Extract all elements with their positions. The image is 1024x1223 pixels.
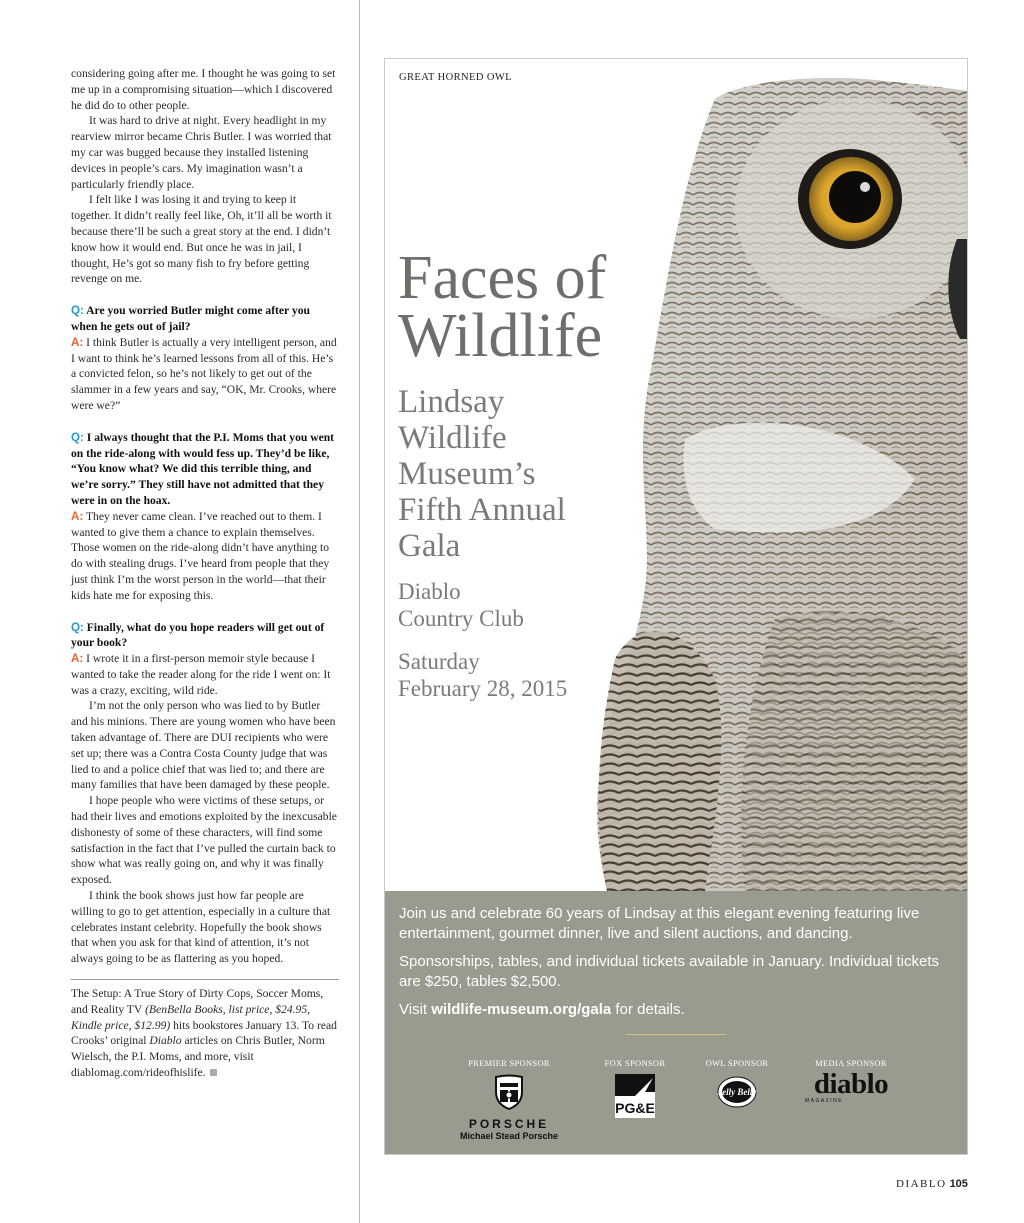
event-date: Saturday February 28, 2015 (398, 649, 568, 701)
ad-headline: Faces of Wildlife (398, 244, 607, 370)
a-label: A: (71, 652, 84, 666)
dealer-name: Michael Stead Porsche (459, 1131, 559, 1141)
website-link[interactable]: wildlife-museum.org/gala (431, 1001, 612, 1018)
sponsor-fox: FOX SPONSOR PG&E (604, 1058, 666, 1116)
folio-magazine: DIABLO (896, 1178, 947, 1190)
event-venue: Diablo Country Club (398, 579, 524, 631)
article-paragraph: I felt like I was losing it and trying to keep it together. It didn’t really feel like, Oh, it’ll all be worth it because there’ll be such a great story at the end. I didn’t know how it would end. But once he was in jail, I thought, He’s got so many fish to fry before getting revenge on me. (71, 193, 332, 286)
band-paragraph: Sponsorships, tables, and individual tickets available in January. Individual tickets are $250, tables $2,500. (399, 953, 940, 990)
gala-advertisement (384, 58, 968, 1155)
porsche-crest-icon (494, 1074, 524, 1110)
end-rule (71, 979, 339, 980)
band-paragraph: Join us and celebrate 60 years of Lindsay at this elegant evening featuring live entertainment, gourmet dinner, live and silent auctions, and dancing. (399, 905, 920, 942)
band-text (399, 904, 959, 1028)
a-label: A: (71, 509, 84, 523)
page-folio (896, 1178, 968, 1190)
q-label: Q: (71, 620, 84, 634)
pge-logo-text: PG&E (615, 1100, 655, 1116)
question: Q: Finally, what do you hope readers will get out of your book? (71, 620, 325, 650)
q-label: Q: (71, 304, 84, 318)
sponsor-media: MEDIA SPONSOR diablo MAGAZINE (805, 1058, 897, 1104)
question: Q: I always thought that the P.I. Moms that you went on the ride-along with would fess up. They’d be like, “You know what? We did this terrible thing, and we’re sorry.” They still have not admitted that they were in on the hoax. (71, 430, 335, 507)
event-name: Lindsay Wildlife Museum’s Fifth Annual Gala (398, 384, 566, 564)
q-label: Q: (71, 430, 84, 444)
jelly-belly-logo-text: Jelly Belly (717, 1087, 757, 1097)
pge-logo-icon (615, 1074, 655, 1118)
diablo-logo: diablo (813, 1068, 889, 1100)
band-visit: Visit wildlife-museum.org/gala for details. (399, 1001, 685, 1018)
band-rule (626, 1034, 726, 1035)
page-gutter-divider (359, 0, 360, 1223)
answer: A: I think Butler is actually a very intelligent person, and I want to think he’s learned lessons from all of this. He’s a convicted felon, so he’s not likely to get out of the slammer in a few years and say, “OK, Mr. Crooks, where were we?” (71, 335, 337, 412)
answer: A: They never came clean. I’ve reached out to them. I wanted to give them a chance to explain themselves. Those women on the ride-along didn’t have anything to do with stealing drugs. I’ve heard from people that they just think I’m the worst person in the world—that their kids hate me for exposing this. (71, 509, 330, 602)
article-column (71, 66, 339, 1081)
answer-paragraph: I hope people who were victims of these setups, or had their lives and emotions exploited by the inexcusable dishonesty of some of these characters, will find some satisfaction in the fact that I’ve pulled the curtain back to show what was really going on, and why it was finally exposed. (71, 794, 337, 887)
answer: A: I wrote it in a first-person memoir style because I wanted to take the reader along for the ride I went on: It was a crazy, exciting, wild ride. (71, 652, 331, 697)
diablo-logo-sub: MAGAZINE (805, 1098, 844, 1104)
owl-photo (385, 59, 967, 891)
sponsor-owl: OWL SPONSOR Jelly Belly (701, 1058, 773, 1115)
porsche-logo: PORSCHE (468, 1117, 550, 1131)
page-number: 105 (949, 1178, 968, 1190)
photo-caption: GREAT HORNED OWL (399, 72, 512, 83)
book-info: The Setup: A True Story of Dirty Cops, Soccer Moms, and Reality TV (BenBella Books, list price, $24.95, Kindle price, $12.99) hits bookstores January 13. To read Crooks’ original Diablo articles on Chris Butler, Norm Wielsch, the P.I. Moms, and more, visit diablomag.com/rideofhislife. (71, 987, 337, 1080)
article-paragraph: It was hard to drive at night. Every headlight in my rearview mirror became Chris Butler. I was worried that my car was bugged because they installed listening devices in people’s cars. My imagination wasn’t a particularly friendly place. (71, 114, 332, 191)
a-label: A: (71, 335, 84, 349)
end-mark (210, 1069, 217, 1076)
jelly-belly-logo-icon (716, 1074, 758, 1110)
answer-paragraph: I think the book shows just how far people are willing to go to get attention, especially in a culture that celebrates instant celebrity. Hopefully the book shows that when you ask for that kind of attention, it’s not always going to be as flattering as you hoped. (71, 889, 331, 966)
answer-paragraph: I’m not the only person who was lied to by Butler and his minions. There are young women who have been taken advantage of. There are DUI recipients who were set up; there was a Contra Costa County judge that was lied to and a police chief that was lied to; and there are many families that have been damaged by these people. (71, 699, 336, 792)
sponsor-premier: PREMIER SPONSOR PORSCHE Michael Stead Porsche (457, 1058, 561, 1141)
question: Q: Are you worried Butler might come after you when he gets out of jail? (71, 304, 310, 333)
info-band (385, 891, 967, 1154)
article-paragraph: considering going after me. I thought he was going to set me up in a compromising situation—which I discovered he did do to other people. (71, 67, 336, 112)
